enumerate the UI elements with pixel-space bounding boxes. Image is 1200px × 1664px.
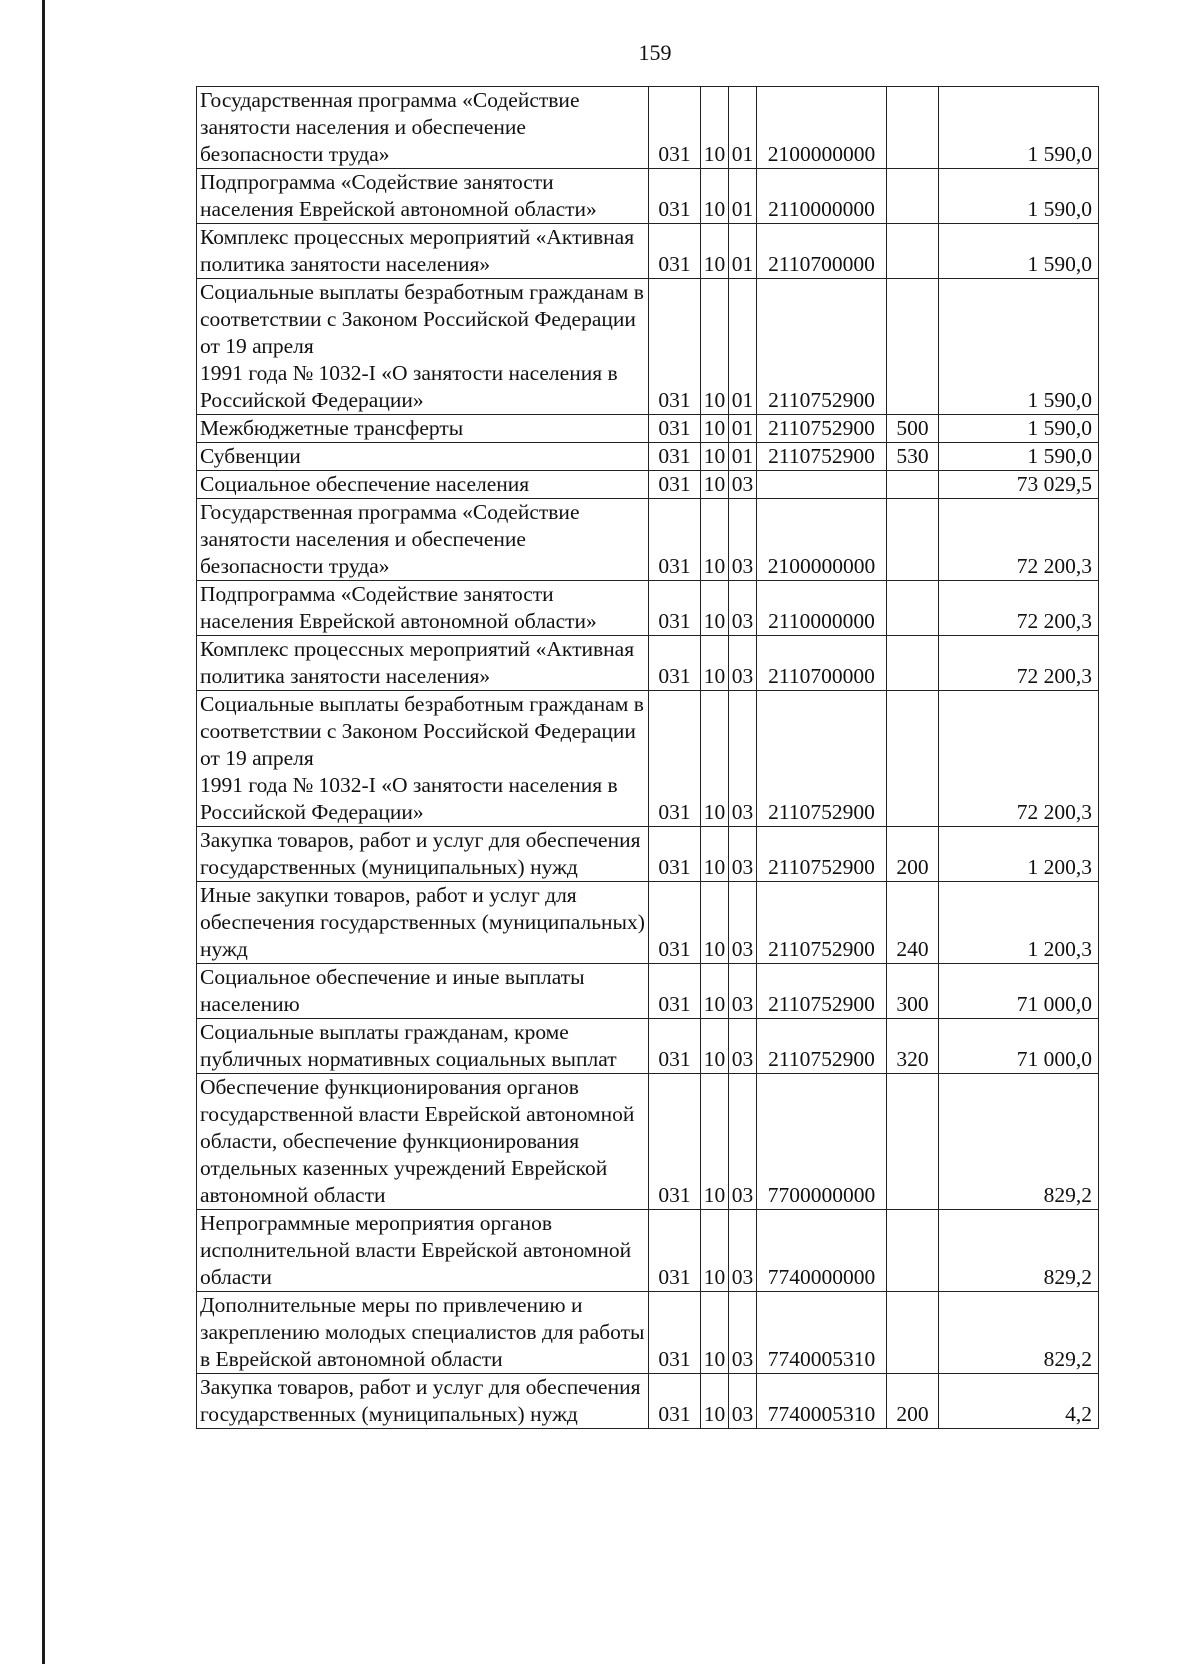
cell-ministry: 031 — [649, 415, 701, 443]
cell-ministry: 031 — [649, 471, 701, 499]
cell-name: Социальные выплаты безработным гражданам в соответствии с Законом Российской Федерации от 19 апреля 1991 года № 1032-I «О занятости населения в Российской Федерации» — [197, 279, 649, 415]
table-row — [197, 443, 1099, 471]
cell-name: Иные закупки товаров, работ и услуг для обеспечения государственных (муниципальных) нужд — [197, 882, 649, 964]
cell-amount: 72 200,3 — [939, 499, 1099, 581]
cell-name: Социальные выплаты безработным гражданам в соответствии с Законом Российской Федерации от 19 апреля 1991 года № 1032-I «О занятости населения в Российской Федерации» — [197, 691, 649, 827]
table-row — [197, 691, 1099, 827]
cell-ministry: 031 — [649, 1019, 701, 1074]
cell-subsection: 03 — [729, 1292, 757, 1374]
cell-section: 10 — [701, 1019, 729, 1074]
cell-name: Социальные выплаты гражданам, кроме публичных нормативных социальных выплат — [197, 1019, 649, 1074]
cell-name: Субвенции — [197, 443, 649, 471]
cell-name: Государственная программа «Содействие занятости населения и обеспечение безопасности труда» — [197, 87, 649, 169]
cell-amount: 1 590,0 — [939, 87, 1099, 169]
table-row — [197, 964, 1099, 1019]
cell-target-article: 7700000000 — [757, 1074, 887, 1210]
cell-target-article: 2110700000 — [757, 224, 887, 279]
cell-target-article — [757, 471, 887, 499]
cell-section: 10 — [701, 827, 729, 882]
cell-subsection: 03 — [729, 691, 757, 827]
budget-table — [196, 86, 1099, 1429]
table-row — [197, 499, 1099, 581]
cell-amount: 1 590,0 — [939, 279, 1099, 415]
cell-target-article: 2110752900 — [757, 279, 887, 415]
cell-section: 10 — [701, 415, 729, 443]
cell-ministry: 031 — [649, 1074, 701, 1210]
cell-section: 10 — [701, 169, 729, 224]
cell-subsection: 03 — [729, 964, 757, 1019]
cell-section: 10 — [701, 964, 729, 1019]
table-row — [197, 1374, 1099, 1429]
page-number: 159 — [638, 40, 672, 65]
cell-section: 10 — [701, 636, 729, 691]
cell-subsection: 01 — [729, 415, 757, 443]
cell-section: 10 — [701, 882, 729, 964]
cell-name: Обеспечение функционирования органов государственной власти Еврейской автономной области, обеспечение функционирования отдельных казенных учреждений Еврейской автономной области — [197, 1074, 649, 1210]
cell-subsection: 03 — [729, 1074, 757, 1210]
cell-expense-type: 500 — [887, 415, 939, 443]
cell-name: Комплекс процессных мероприятий «Активная политика занятости населения» — [197, 224, 649, 279]
cell-ministry: 031 — [649, 224, 701, 279]
cell-name: Дополнительные меры по привлечению и закреплению молодых специалистов для работы в Еврейской автономной области — [197, 1292, 649, 1374]
cell-expense-type — [887, 279, 939, 415]
cell-amount: 71 000,0 — [939, 964, 1099, 1019]
cell-amount: 1 590,0 — [939, 443, 1099, 471]
cell-subsection: 03 — [729, 636, 757, 691]
cell-amount: 829,2 — [939, 1210, 1099, 1292]
cell-subsection: 03 — [729, 882, 757, 964]
cell-name: Непрограммные мероприятия органов исполнительной власти Еврейской автономной области — [197, 1210, 649, 1292]
cell-section: 10 — [701, 499, 729, 581]
cell-section: 10 — [701, 279, 729, 415]
cell-expense-type — [887, 499, 939, 581]
cell-amount: 1 200,3 — [939, 827, 1099, 882]
cell-name: Межбюджетные трансферты — [197, 415, 649, 443]
table-row — [197, 279, 1099, 415]
table-row — [197, 224, 1099, 279]
cell-subsection: 03 — [729, 581, 757, 636]
cell-expense-type: 200 — [887, 1374, 939, 1429]
cell-subsection: 01 — [729, 224, 757, 279]
cell-subsection: 03 — [729, 499, 757, 581]
cell-expense-type: 320 — [887, 1019, 939, 1074]
cell-subsection: 03 — [729, 471, 757, 499]
table-row — [197, 827, 1099, 882]
cell-ministry: 031 — [649, 964, 701, 1019]
cell-target-article: 7740005310 — [757, 1374, 887, 1429]
cell-amount: 1 590,0 — [939, 224, 1099, 279]
cell-expense-type: 530 — [887, 443, 939, 471]
cell-ministry: 031 — [649, 691, 701, 827]
cell-target-article: 2110752900 — [757, 1019, 887, 1074]
cell-amount: 72 200,3 — [939, 636, 1099, 691]
cell-expense-type: 240 — [887, 882, 939, 964]
cell-amount: 72 200,3 — [939, 581, 1099, 636]
cell-ministry: 031 — [649, 581, 701, 636]
cell-expense-type — [887, 1292, 939, 1374]
cell-expense-type: 200 — [887, 827, 939, 882]
cell-expense-type — [887, 471, 939, 499]
table-row — [197, 87, 1099, 169]
cell-target-article: 2110000000 — [757, 581, 887, 636]
cell-section: 10 — [701, 87, 729, 169]
cell-amount: 1 590,0 — [939, 169, 1099, 224]
cell-expense-type: 300 — [887, 964, 939, 1019]
cell-subsection: 01 — [729, 87, 757, 169]
cell-subsection: 03 — [729, 827, 757, 882]
cell-ministry: 031 — [649, 1292, 701, 1374]
cell-amount: 71 000,0 — [939, 1019, 1099, 1074]
cell-section: 10 — [701, 471, 729, 499]
table-row — [197, 882, 1099, 964]
cell-section: 10 — [701, 581, 729, 636]
cell-target-article: 2110752900 — [757, 443, 887, 471]
cell-name: Закупка товаров, работ и услуг для обеспечения государственных (муниципальных) нужд — [197, 827, 649, 882]
cell-subsection: 01 — [729, 443, 757, 471]
table-row — [197, 1074, 1099, 1210]
table-row — [197, 415, 1099, 443]
cell-ministry: 031 — [649, 827, 701, 882]
cell-expense-type — [887, 169, 939, 224]
cell-ministry: 031 — [649, 882, 701, 964]
cell-ministry: 031 — [649, 499, 701, 581]
table-row — [197, 169, 1099, 224]
cell-ministry: 031 — [649, 169, 701, 224]
cell-amount: 1 590,0 — [939, 415, 1099, 443]
cell-section: 10 — [701, 224, 729, 279]
cell-expense-type — [887, 224, 939, 279]
cell-ministry: 031 — [649, 279, 701, 415]
cell-expense-type — [887, 581, 939, 636]
cell-target-article: 7740000000 — [757, 1210, 887, 1292]
cell-target-article: 2110752900 — [757, 882, 887, 964]
cell-expense-type — [887, 1074, 939, 1210]
cell-subsection: 03 — [729, 1210, 757, 1292]
cell-name: Государственная программа «Содействие занятости населения и обеспечение безопасности труда» — [197, 499, 649, 581]
cell-target-article: 2100000000 — [757, 499, 887, 581]
cell-subsection: 01 — [729, 279, 757, 415]
cell-name: Подпрограмма «Содействие занятости населения Еврейской автономной области» — [197, 169, 649, 224]
cell-target-article: 2110700000 — [757, 636, 887, 691]
cell-expense-type — [887, 691, 939, 827]
cell-ministry: 031 — [649, 443, 701, 471]
cell-subsection: 03 — [729, 1019, 757, 1074]
cell-expense-type — [887, 636, 939, 691]
cell-expense-type — [887, 87, 939, 169]
cell-target-article: 2110752900 — [757, 964, 887, 1019]
cell-amount: 1 200,3 — [939, 882, 1099, 964]
cell-amount: 829,2 — [939, 1074, 1099, 1210]
table-row — [197, 636, 1099, 691]
cell-name: Закупка товаров, работ и услуг для обеспечения государственных (муниципальных) нужд — [197, 1374, 649, 1429]
cell-target-article: 2100000000 — [757, 87, 887, 169]
table-body — [197, 87, 1099, 1429]
cell-target-article: 2110752900 — [757, 415, 887, 443]
cell-name: Социальное обеспечение населения — [197, 471, 649, 499]
cell-ministry: 031 — [649, 636, 701, 691]
cell-ministry: 031 — [649, 87, 701, 169]
cell-amount: 4,2 — [939, 1374, 1099, 1429]
cell-amount: 73 029,5 — [939, 471, 1099, 499]
table-row — [197, 1292, 1099, 1374]
table-row — [197, 1210, 1099, 1292]
cell-subsection: 03 — [729, 1374, 757, 1429]
cell-ministry: 031 — [649, 1210, 701, 1292]
cell-section: 10 — [701, 1292, 729, 1374]
cell-target-article: 7740005310 — [757, 1292, 887, 1374]
cell-section: 10 — [701, 1074, 729, 1210]
cell-subsection: 01 — [729, 169, 757, 224]
cell-section: 10 — [701, 1210, 729, 1292]
cell-target-article: 2110752900 — [757, 691, 887, 827]
cell-amount: 829,2 — [939, 1292, 1099, 1374]
cell-name: Социальное обеспечение и иные выплаты населению — [197, 964, 649, 1019]
cell-amount: 72 200,3 — [939, 691, 1099, 827]
cell-target-article: 2110752900 — [757, 827, 887, 882]
cell-section: 10 — [701, 443, 729, 471]
cell-name: Подпрограмма «Содействие занятости населения Еврейской автономной области» — [197, 581, 649, 636]
cell-target-article: 2110000000 — [757, 169, 887, 224]
cell-ministry: 031 — [649, 1374, 701, 1429]
cell-name: Комплекс процессных мероприятий «Активная политика занятости населения» — [197, 636, 649, 691]
cell-section: 10 — [701, 1374, 729, 1429]
cell-section: 10 — [701, 691, 729, 827]
table-row — [197, 1019, 1099, 1074]
table-row — [197, 581, 1099, 636]
cell-expense-type — [887, 1210, 939, 1292]
scan-margin-line — [42, 0, 45, 1664]
table-row — [197, 471, 1099, 499]
